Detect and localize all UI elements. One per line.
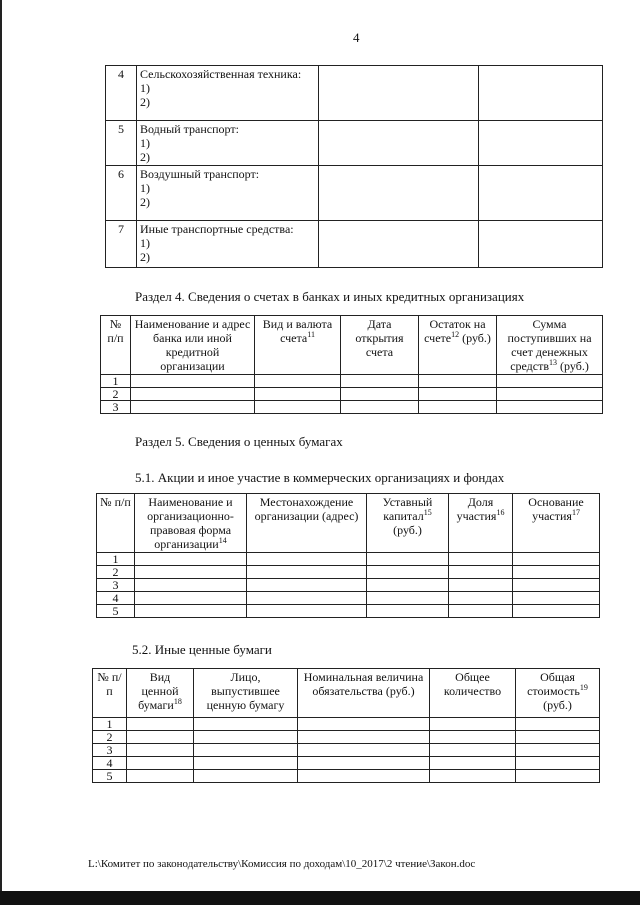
- table-header-row: [101, 316, 603, 375]
- row-number: 1: [93, 718, 127, 731]
- section-5-2-title: 5.2. Иные ценные бумаги: [132, 642, 272, 657]
- row-number: 1: [101, 375, 131, 388]
- table-row: [93, 757, 600, 770]
- vehicles-table: [105, 65, 603, 268]
- table-row: [101, 401, 603, 414]
- section-5-title: Раздел 5. Сведения о ценных бумагах: [135, 434, 343, 449]
- table-cell: [319, 166, 479, 221]
- table-cell: [319, 221, 479, 268]
- shares-table: [96, 493, 600, 618]
- page-number: 4: [353, 30, 360, 45]
- scan-left-edge: [0, 0, 2, 905]
- row-item: 1): [140, 136, 150, 150]
- footer-file-path: L:\Комитет по законодательству\Комиссия по доходам\10_2017\2 чтение\Закон.doc: [88, 858, 476, 870]
- table-row: [97, 592, 600, 605]
- header-balance: Остаток на счете$^{12}$ (руб.): [419, 316, 497, 375]
- section-4-title: Раздел 4. Сведения о счетах в банках и иных кредитных организациях: [135, 289, 525, 304]
- header-num: № п/п: [93, 669, 127, 718]
- row-item: 1): [140, 181, 150, 195]
- header-receipts: Сумма поступивших на счет денежных средств$^{13}$ (руб.): [497, 316, 603, 375]
- row-title: Сельскохозяйственная техника:: [140, 67, 302, 81]
- header-account-type: Вид и валюта счета$^{11}$: [255, 316, 341, 375]
- table-cell: [319, 121, 479, 166]
- row-label: [137, 221, 319, 268]
- header-org-name: Наименование и организационно-правовая форма организации$^{14}$: [135, 494, 247, 553]
- table-row: [93, 731, 600, 744]
- table-row: [106, 121, 603, 166]
- table-row: [97, 566, 600, 579]
- row-item: 1): [140, 81, 150, 95]
- row-label: [137, 66, 319, 121]
- row-number: 4: [106, 66, 137, 121]
- row-number: 1: [97, 553, 135, 566]
- row-number: 2: [97, 566, 135, 579]
- row-item: 2): [140, 195, 150, 209]
- table-row: [97, 605, 600, 618]
- row-number: 4: [97, 592, 135, 605]
- table-row: [93, 770, 600, 783]
- row-number: 3: [93, 744, 127, 757]
- header-total-value: Общая стоимость$^{19}$ (руб.): [516, 669, 600, 718]
- row-number: 7: [106, 221, 137, 268]
- table-row: [106, 221, 603, 268]
- row-item: 2): [140, 95, 150, 109]
- table-row: [93, 718, 600, 731]
- header-share: Доля участия$^{16}$: [449, 494, 513, 553]
- section-5-1-title: 5.1. Акции и иное участие в коммерческих организациях и фондах: [135, 470, 505, 485]
- row-number: 4: [93, 757, 127, 770]
- table-row: [97, 579, 600, 592]
- row-number: 5: [106, 121, 137, 166]
- table-row: [93, 744, 600, 757]
- row-title: Иные транспортные средства:: [140, 222, 294, 236]
- table-cell: [319, 66, 479, 121]
- row-item: 2): [140, 150, 150, 164]
- table-row: [101, 375, 603, 388]
- row-label: [137, 166, 319, 221]
- table-header-row: [97, 494, 600, 553]
- row-item: 1): [140, 236, 150, 250]
- table-cell: [479, 121, 603, 166]
- table-cell: [479, 166, 603, 221]
- bank-accounts-table: [100, 315, 603, 414]
- table-cell: [479, 221, 603, 268]
- header-location: Местонахождение организации (адрес): [247, 494, 367, 553]
- table-row: [106, 166, 603, 221]
- row-number: 6: [106, 166, 137, 221]
- row-number: 3: [101, 401, 131, 414]
- header-basis: Основание участия$^{17}$: [513, 494, 600, 553]
- header-nominal: Номинальная величина обязательства (руб.): [298, 669, 430, 718]
- header-security-type: Вид ценной бумаги$^{18}$: [127, 669, 194, 718]
- row-number: 2: [93, 731, 127, 744]
- table-row: [97, 553, 600, 566]
- header-num: № п/п: [101, 316, 131, 375]
- row-title: Водный транспорт:: [140, 122, 239, 136]
- scan-bottom-edge: [0, 891, 640, 905]
- row-number: 5: [93, 770, 127, 783]
- row-number: 3: [97, 579, 135, 592]
- row-item: 2): [140, 250, 150, 264]
- table-cell: [479, 66, 603, 121]
- header-issuer: Лицо, выпустившее ценную бумагу: [194, 669, 298, 718]
- table-row: [101, 388, 603, 401]
- header-capital: Уставный капитал$^{15}$ (руб.): [367, 494, 449, 553]
- row-number: 5: [97, 605, 135, 618]
- table-header-row: [93, 669, 600, 718]
- header-open-date: Дата открытия счета: [341, 316, 419, 375]
- header-quantity: Общее количество: [430, 669, 516, 718]
- row-number: 2: [101, 388, 131, 401]
- header-bank-name: Наименование и адрес банка или иной кредитной организации: [131, 316, 255, 375]
- header-num: № п/п: [97, 494, 135, 553]
- row-label: [137, 121, 319, 166]
- other-securities-table: [92, 668, 600, 783]
- table-row: [106, 66, 603, 121]
- row-title: Воздушный транспорт:: [140, 167, 260, 181]
